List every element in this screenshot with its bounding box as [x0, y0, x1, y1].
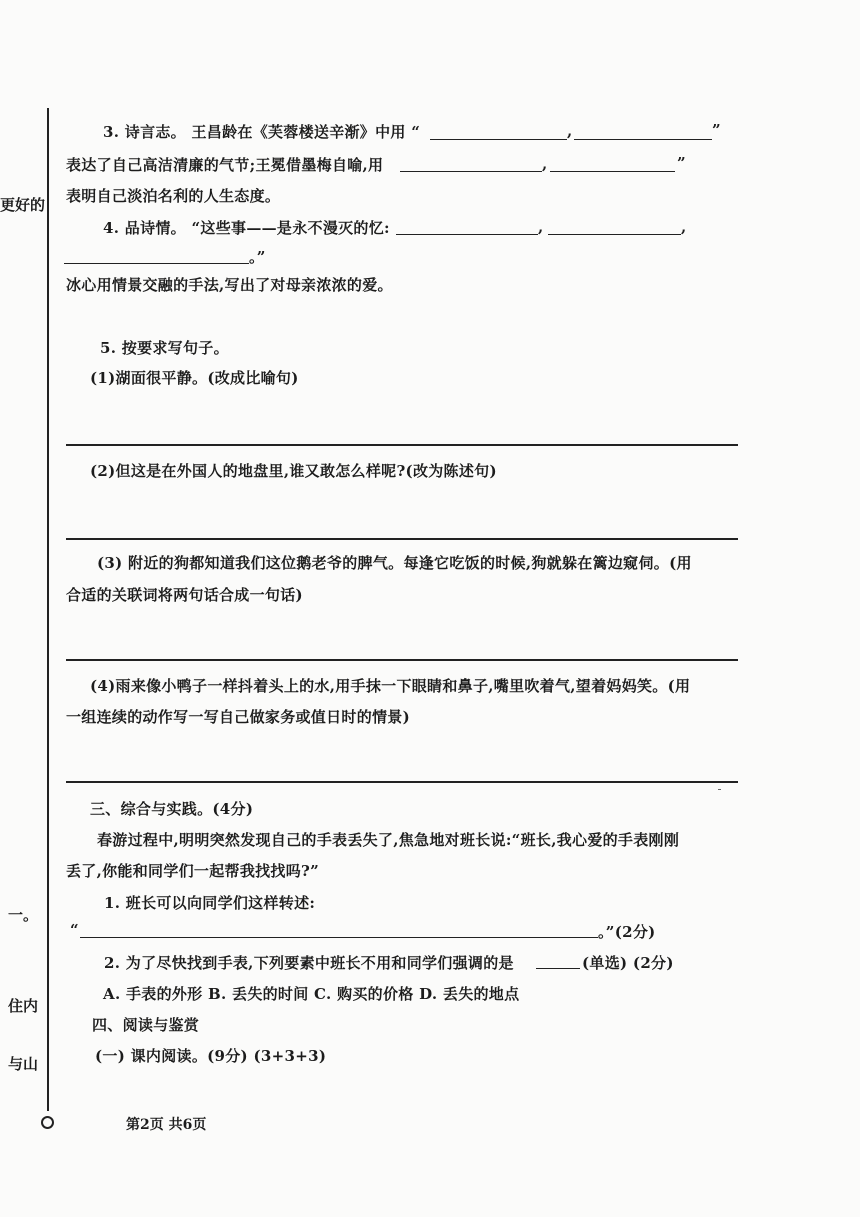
q4-blank-2[interactable]	[548, 234, 681, 235]
margin-fragment-4: 与山	[8, 1055, 39, 1073]
section4-title: 四、阅读与鉴赏	[92, 1016, 200, 1034]
q5-part4-line1: (4)雨来像小鸭子一样抖着头上的水,用手抹一下眼睛和鼻子,嘴里吹着气,望着妈妈笑。(用	[90, 677, 691, 695]
q4-blank-1[interactable]	[396, 234, 538, 235]
scan-speck	[718, 789, 721, 790]
section3-intro-line1: 春游过程中,明明突然发现自己的手表丢失了,焦急地对班长说:“班长,我心爱的手表刚刚	[97, 831, 680, 849]
q3-comma-2: ,	[542, 155, 548, 173]
q5-answer-line-2[interactable]	[66, 538, 738, 540]
section3-q2: 2. 为了尽快找到手表,下列要素中班长不用和同学们强调的是	[104, 954, 514, 972]
section3-title: 三、综合与实践。(4分)	[90, 800, 254, 818]
section3-q2-blank[interactable]	[536, 968, 580, 969]
q3-close-1: ”	[712, 121, 721, 139]
q4-line3: 冰心用情景交融的手法,写出了对母亲浓浓的爱。	[66, 276, 393, 294]
q5-title: 5. 按要求写句子。	[100, 339, 229, 357]
q3-blank-4[interactable]	[550, 171, 675, 172]
q4-comma-2: ,	[681, 218, 687, 236]
q3-blank-3[interactable]	[400, 171, 542, 172]
binding-hole-icon	[41, 1116, 54, 1129]
q5-part3-line2: 合适的关联词将两句话合成一句话)	[66, 586, 303, 604]
page-number: 第2页 共6页	[126, 1117, 207, 1133]
q5-part2: (2)但这是在外国人的地盘里,谁又敢怎么样呢?(改为陈述句)	[90, 462, 497, 480]
q3-close-2: ”	[677, 154, 686, 172]
q5-part1: (1)湖面很平静。(改成比喻句)	[90, 369, 299, 387]
q4-blank-3[interactable]	[64, 263, 249, 264]
binding-margin-line	[47, 108, 49, 1111]
section3-intro-line2: 丢了,你能和同学们一起帮我找找吗?”	[66, 862, 320, 880]
q3-line2-prefix: 表达了自己高洁清廉的气节;王冕借墨梅自喻,用	[66, 156, 384, 174]
section3-q1-close: 。”(2分)	[598, 923, 656, 941]
q5-answer-line-4[interactable]	[66, 781, 738, 783]
margin-fragment-3: 住内	[8, 997, 39, 1015]
q3-line3: 表明自己淡泊名利的人生态度。	[66, 187, 281, 205]
margin-fragment-1: 更好的	[0, 196, 46, 214]
section4-subtitle: (一) 课内阅读。(9分) (3+3+3)	[95, 1047, 327, 1065]
q4-close: 。”	[249, 248, 266, 266]
q5-answer-line-1[interactable]	[66, 444, 738, 446]
q3-blank-2[interactable]	[574, 139, 712, 140]
margin-fragment-2: 一。	[8, 906, 39, 924]
section3-q2-options: A. 手表的外形 B. 丢失的时间 C. 购买的价格 D. 丢失的地点	[103, 985, 520, 1003]
section3-q1-open: “	[70, 921, 79, 939]
section3-q1: 1. 班长可以向同学们这样转述:	[104, 894, 316, 912]
q4-comma-1: ,	[538, 218, 544, 236]
section3-q2-suffix: (单选) (2分)	[582, 954, 674, 972]
q5-answer-line-3[interactable]	[66, 659, 738, 661]
section3-q1-blank[interactable]	[80, 937, 598, 938]
q3-line1-prefix: 3. 诗言志。 王昌龄在《芙蓉楼送辛渐》中用 “	[103, 123, 421, 141]
q3-blank-1[interactable]	[430, 139, 567, 140]
q5-part3-line1: (3) 附近的狗都知道我们这位鹅老爷的脾气。每逢它吃饭的时候,狗就躲在篱边窥伺。(用	[97, 554, 692, 572]
q5-part4-line2: 一组连续的动作写一写自己做家务或值日时的情景)	[66, 708, 410, 726]
q3-comma-1: ,	[567, 122, 573, 140]
q4-line1-prefix: 4. 品诗情。 “这些事——是永不漫灭的忆:	[103, 219, 390, 237]
